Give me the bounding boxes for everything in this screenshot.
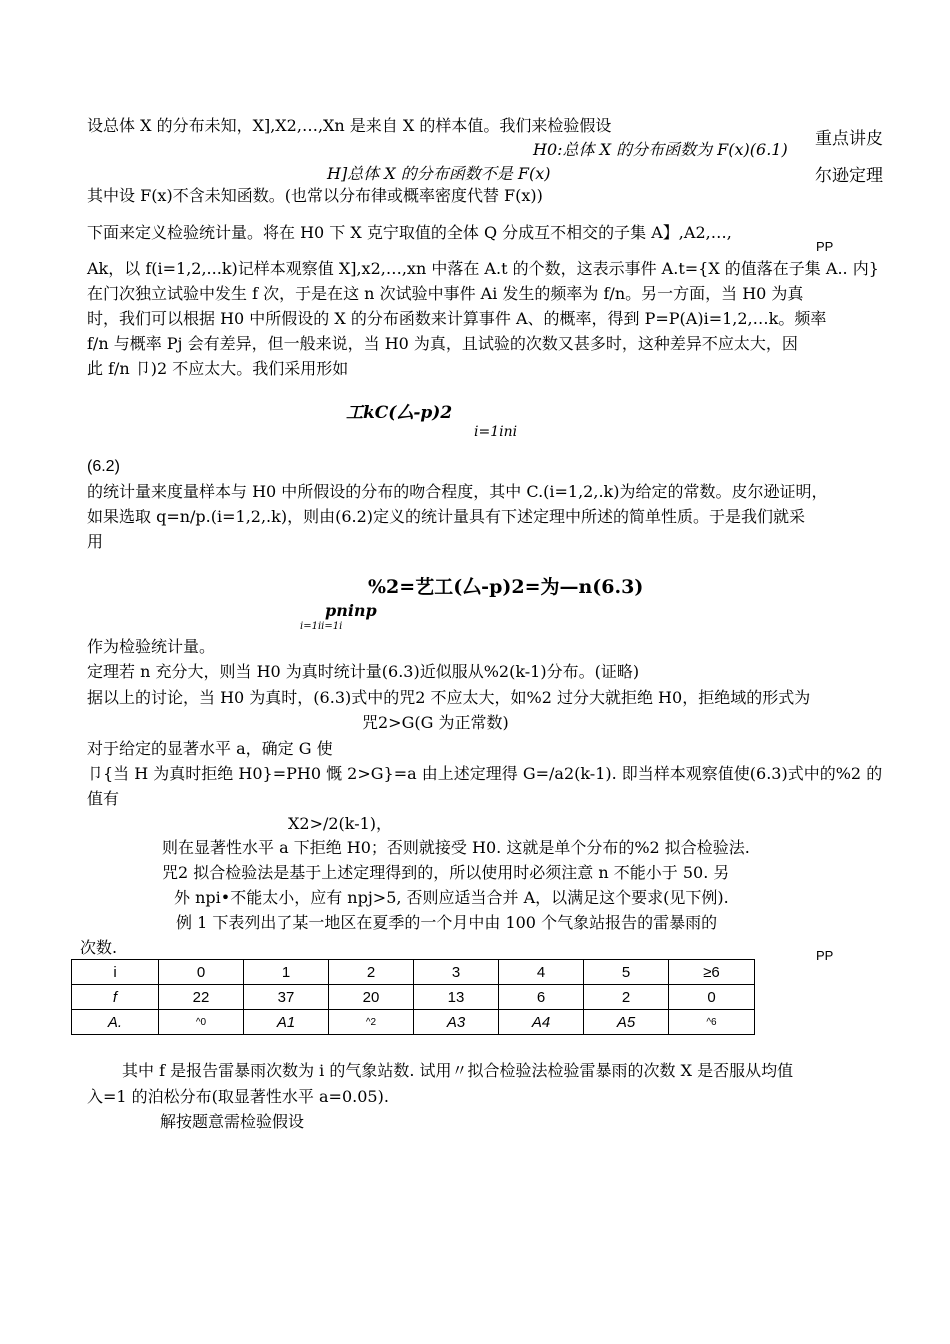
table-cell: i [72,960,159,985]
text-line-23: 例 1 下表列出了某一地区在夏季的一个月中由 100 个气象站报告的雷暴雨的 [176,913,718,932]
table-cell: ^6 [669,1010,755,1035]
text-line-1: 设总体 X 的分布未知，X],X2,…,Xn 是来自 X 的样本值。我们来检验假设 [87,116,612,135]
formula-6-3-index: i=1ii=1i [300,621,343,632]
formula-6-2-bottom: i=1ini [474,424,518,440]
observation-table [71,959,755,1035]
table-cell: 1 [244,960,329,985]
table-cell: A. [72,1010,159,1035]
table-cell: A1 [244,1010,329,1035]
text-line-8: 此 f/n 卩)2 不应太大。我们采用形如 [87,359,349,378]
text-line-18: 值有 [87,789,120,808]
text-line-7: f/n 与概率 Pj 会有差异，但一般来说，当 H0 为真，且试验的次数又甚多时，这种差异不应太大，因 [87,334,798,353]
text-line-15: 咒2>G(G 为正常数) [362,713,509,732]
formula-6-3-denominator: pninp [325,601,377,620]
text-line-20: 则在显著性水平 a 下拒绝 H0；否则就接受 H0. 这就是单个分布的%2 拟合检验法. [162,838,750,857]
table-cell: 2 [329,960,414,985]
text-line-9: 的统计量来度量样本与 H0 中所假设的分布的吻合程度，其中 C.(i=1,2,.k)为给定的常数。皮尔逊证明， [87,482,828,501]
text-line-19: X2>/2(k-1)， [288,814,393,833]
table-cell: 3 [414,960,499,985]
text-line-6: 时，我们可以根据 H0 中所假设的 X 的分布函数来计算事件 A、的概率，得到 P=P(A)i=1,2,…k。频率 [87,309,827,328]
text-line-11: 用 [87,532,104,551]
table-row-a [72,1010,755,1035]
text-line-2: 其中设 F(x)不含未知函数。(也常以分布律或概率密度代替 F(x)) [87,186,543,205]
text-line-22: 外 npi•不能太小，应有 npj>5, 否则应适当合并 A，以满足这个要求(见下例). [174,888,729,907]
table-cell: 37 [244,985,329,1010]
text-line-3: 下面来定义检验统计量。将在 H0 下 X 克宁取值的全体 Q 分成互不相交的子集 A】,A2,…, [87,223,732,242]
side-note-1: 重点讲皮 [815,129,883,149]
side-note-pp-2: PP [816,948,834,963]
table-row-f [72,985,755,1010]
table-cell: A4 [499,1010,584,1035]
table-cell: A5 [584,1010,669,1035]
table-cell: 13 [414,985,499,1010]
table-cell: 22 [159,985,244,1010]
text-line-21: 咒2 拟合检验法是基于上述定理得到的，所以使用时必须注意 n 不能小于 50. 另 [162,863,730,882]
table-cell: 4 [499,960,584,985]
table-cell: 2 [584,985,669,1010]
table-cell: A3 [414,1010,499,1035]
table-cell: 6 [499,985,584,1010]
text-line-12: 作为检验统计量。 [87,637,216,656]
text-line-16: 对于给定的显著水平 a，确定 G 使 [87,739,333,758]
text-line-25: 其中 f 是报告雷暴雨次数为 i 的气象站数. 试用〃拟合检验法检验雷暴雨的次数 X 是否服从均值 [122,1061,794,1080]
text-line-27: 解按题意需检验假设 [160,1112,305,1131]
text-line-10: 如果选取 q=n/p.(i=1,2,.k)，则由(6.2)定义的统计量具有下述定理中所述的简单性质。于是我们就采 [87,507,806,526]
table-row-i [72,960,755,985]
table-cell: ^2 [329,1010,414,1035]
table-cell: ^0 [159,1010,244,1035]
table-cell: 20 [329,985,414,1010]
table-cell: 5 [584,960,669,985]
formula-6-2-top: 工kC(厶-p)2 [346,403,453,423]
table-cell: f [72,985,159,1010]
equation-number-6-2: (6.2) [87,458,120,475]
text-line-13: 定理若 n 充分大，则当 H0 为真时统计量(6.3)近似服从%2(k-1)分布。(证略) [87,662,640,681]
side-note-2: 尔逊定理 [815,166,883,186]
text-line-17: 卩{当 H 为真时拒绝 H0}=PH0 慨 2>G}=a 由上述定理得 G=/a2(k-1). 即当样本观察值使(6.3)式中的%2 的 [87,764,883,783]
table-cell: 0 [669,985,755,1010]
formula-6-3: %2=艺工(厶-p)2=为—n(6.3) [368,576,644,598]
text-line-14: 据以上的讨论，当 H0 为真时，(6.3)式中的咒2 不应太大，如%2 过分大就拒绝 H0，拒绝域的形式为 [87,688,811,707]
text-line-4: Ak，以 f(i=1,2,...k)记样本观察值 X],x2,…,xn 中落在 A.t 的个数，这表示事件 A.t={X 的值落在子集 A.. 内} [87,259,879,278]
table-cell: ≥6 [669,960,755,985]
side-note-pp-1: PP [816,239,834,254]
text-line-26: 入=1 的泊松分布(取显著性水平 a=0.05). [87,1087,389,1106]
text-line-5: 在门次独立试验中发生 f 次，于是在这 n 次试验中事件 Ai 发生的频率为 f/n。另一方面，当 H0 为真 [87,284,804,303]
text-line-24: 次数. [80,938,118,957]
hypothesis-h0: H0:总体 X 的分布函数为 F(x)(6.1) [533,140,788,159]
hypothesis-h1: H]总体 X 的分布函数不是 F(x) [327,164,551,183]
table-cell: 0 [159,960,244,985]
